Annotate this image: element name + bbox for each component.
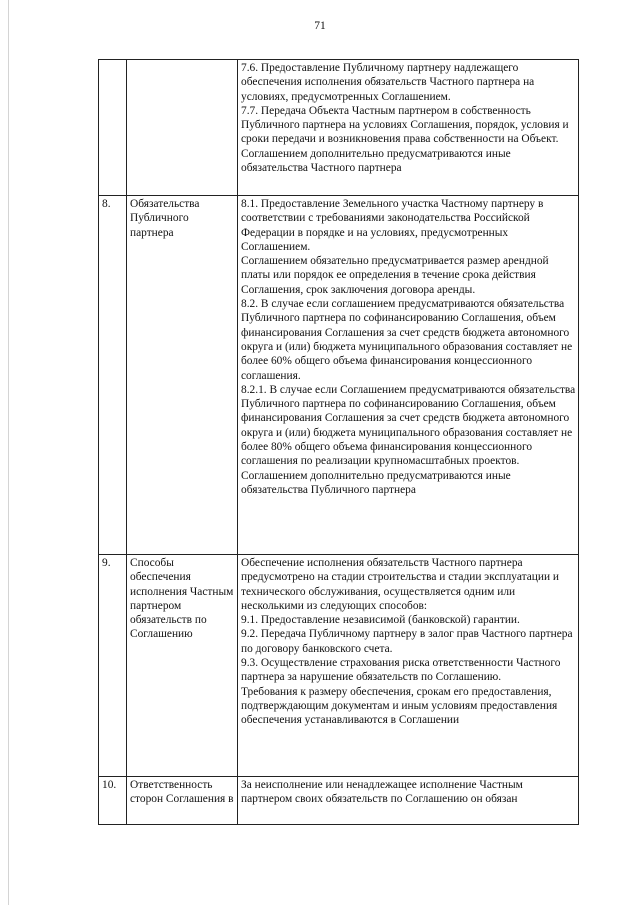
table-row-9 bbox=[99, 555, 579, 777]
paragraph-7-6: 7.6. Предоставление Публичному партнеру надлежащего обеспечения исполнения обязательств Частного партнера на условиях, предусмотренных Соглашением. bbox=[241, 62, 535, 103]
paragraph-9-1: 9.1. Предоставление независимой (банковской) гарантии. bbox=[241, 614, 520, 627]
row-title bbox=[127, 777, 238, 825]
paragraph-8-other: Соглашением дополнительно предусматриваются иные обязательства Публичного партнера bbox=[241, 469, 511, 496]
row-title: Способы обеспечения исполнения Частным партнером обязательств по Соглашению bbox=[127, 555, 238, 777]
table-row-10 bbox=[99, 777, 579, 825]
row-title: Обязательства Публичного партнера bbox=[127, 196, 238, 555]
paragraph-7-7: 7.7. Передача Объекта Частным партнером в собственность Публичного партнера на условиях Соглашения, порядок, условия и сроки передачи и возникновения права собственности на Объект. bbox=[241, 104, 569, 146]
row-content bbox=[238, 60, 579, 196]
paragraph-8-2: 8.2. В случае если соглашением предусматриваются обязательства Публичного партнера по софинансированию Соглашения, объем финансирования Соглашения за счет средств бюджета автономного округа и (или) бюджета муниципального образования составляет не более 60% общего объема финансирования концессионного соглашения. bbox=[241, 298, 573, 382]
page-number: 71 bbox=[314, 20, 326, 32]
scan-edge-line bbox=[8, 0, 9, 905]
paragraph-8-rent: Соглашением обязательно предусматривается размер арендной платы или порядок ее определения в течение срока действия Соглашения, срок заключения договора аренды. bbox=[241, 255, 549, 296]
paragraph-9-intro: Обеспечение исполнения обязательств Частного партнера предусмотрено на стадии строительства и стадии эксплуатации и технического обслуживания, осуществляется одним или несколькими из следующих способов: bbox=[241, 557, 559, 612]
paragraph-10-liability: За неисполнение или ненадлежащее исполнение Частным партнером своих обязательств по Соглашению он обязан bbox=[241, 779, 523, 806]
row-content bbox=[238, 777, 579, 825]
row-number: 9. bbox=[99, 555, 127, 777]
conditions-table bbox=[98, 59, 579, 825]
row-number: 10. bbox=[99, 777, 127, 825]
paragraph-8-1: 8.1. Предоставление Земельного участка Частному партнеру в соответствии с требованиями законодательства Российской Федерации в порядке и на условиях, предусмотренных Соглашением. bbox=[241, 198, 544, 253]
row-title bbox=[127, 60, 238, 196]
row-title-text: Ответственность сторон Соглашения в bbox=[130, 779, 234, 806]
table-row-8 bbox=[99, 196, 579, 555]
table-row-7-continued bbox=[99, 60, 579, 196]
row-content-clip bbox=[241, 778, 576, 807]
row-content bbox=[238, 555, 579, 777]
paragraph-9-3: 9.3. Осуществление страхования риска ответственности Частного партнера за нарушение обязательств по Соглашению. bbox=[241, 657, 561, 684]
paragraph-7-other: Соглашением дополнительно предусматриваются иные обязательства Частного партнера bbox=[241, 147, 511, 175]
paragraph-9-requirements: Требования к размеру обеспечения, срокам его предоставления, подтверждающим документам и иным условиям предоставления обеспечения устанавливаются в Соглашении bbox=[241, 685, 558, 727]
paragraph-9-2: 9.2. Передача Публичному партнеру в залог прав Частного партнера по договору банковского счета. bbox=[241, 628, 573, 655]
row-number bbox=[99, 60, 127, 196]
row-number: 8. bbox=[99, 196, 127, 555]
paragraph-8-2-1: 8.2.1. В случае если Соглашением предусматриваются обязательства Публичного партнера по софинансированию Соглашения, объем финансирования Соглашения за счет средств бюджета автономного округа и (или) бюджета муниципального образования составляет не более 80% общего объема финансирования концессионного соглашения по реализации крупномасштабных проектов. bbox=[241, 383, 576, 468]
row-content bbox=[238, 196, 579, 555]
